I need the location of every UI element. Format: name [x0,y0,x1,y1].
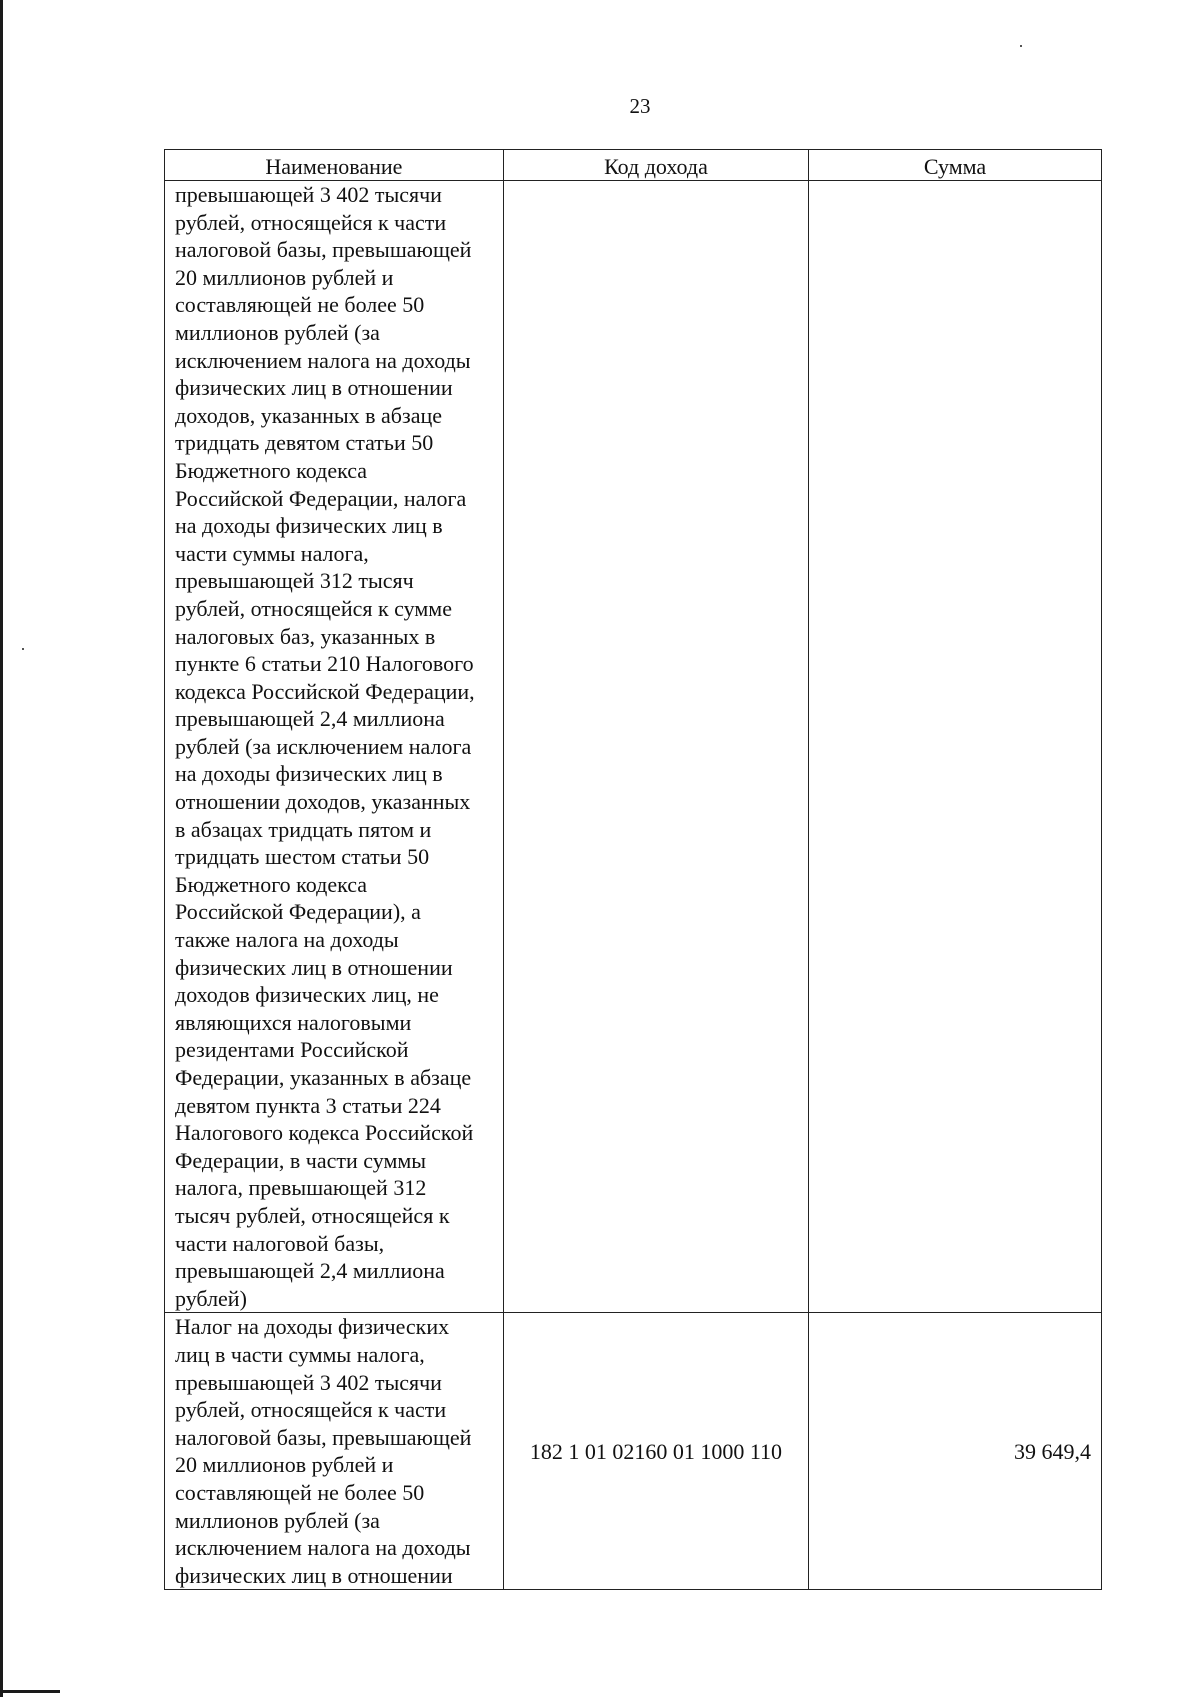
row-sum-cell [809,181,1102,1313]
scan-speck [1020,45,1022,47]
row-sum-cell: 39 649,4 [809,1313,1102,1590]
scan-edge-left [0,0,3,1697]
revenue-table [164,149,1102,1590]
table-header-row [165,150,1102,181]
row-code-cell: 182 1 01 02160 01 1000 110 [503,1313,808,1590]
table-row [165,181,1102,1313]
page-number: 23 [629,94,651,118]
row-name-cell: превышающей 3 402 тысячи рублей, относящейся к части налоговой базы, превышающей 20 миллионов рублей и составляющей не более 50 миллионов рублей (за исключением налога на доходы физических лиц в отношении доходов, указанных в абзаце тридцать девятом статьи 50 Бюджетного кодекса Российской Федерации, налога на доходы физических лиц в части суммы налога, превышающей 312 тысяч рублей, относящейся к сумме налоговых баз, указанных в пункте 6 статьи 210 Налогового кодекса Российской Федерации, превышающей 2,4 миллиона рублей (за исключением налога на доходы физических лиц в отношении доходов, указанных в абзацах тридцать пятом и тридцать шестом статьи 50 Бюджетного кодекса Российской Федерации), а также налога на доходы физических лиц в отношении доходов физических лиц, не являющихся налоговыми резидентами Российской Федерации, указанных в абзаце девятом пункта 3 статьи 224 Налогового кодекса Российской Федерации, в части суммы налога, превышающей 312 тысяч рублей, относящейся к части налоговой базы, превышающей 2,4 миллиона рублей) [165,181,504,1313]
table-row [165,1313,1102,1590]
row-code-cell [503,181,808,1313]
row-name-cell: Налог на доходы физических лиц в части суммы налога, превышающей 3 402 тысячи рублей, относящейся к части налоговой базы, превышающей 20 миллионов рублей и составляющей не более 50 миллионов рублей (за исключением налога на доходы физических лиц в отношении [165,1313,504,1590]
header-name: Наименование [165,150,504,181]
scan-edge-bottom [0,1690,60,1693]
scan-speck [22,648,24,650]
header-sum: Сумма [809,150,1102,181]
header-income-code: Код дохода [503,150,808,181]
